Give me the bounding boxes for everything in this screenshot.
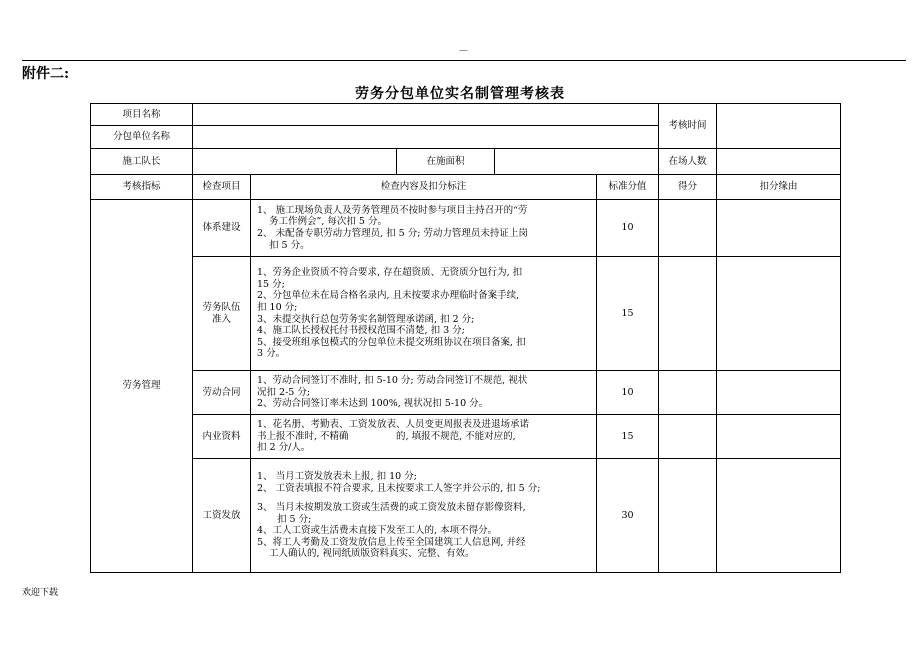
category-cell: 劳务管理 [91, 200, 193, 573]
score-field[interactable] [659, 415, 717, 459]
standard-score: 15 [597, 415, 659, 459]
project-name-field[interactable] [193, 104, 659, 126]
check-item: 劳务队伍 准入 [193, 257, 251, 371]
standard-score: 30 [597, 459, 659, 573]
col-header-indicator: 考核指标 [91, 175, 193, 200]
col-header-item: 检查项目 [193, 175, 251, 200]
standard-score: 10 [597, 371, 659, 415]
page-title: 劳务分包单位实名制管理考核表 [355, 86, 565, 102]
check-content: 1、劳务企业资质不符合要求, 存在超资质、无资质分包行为, 扣 15 分; 2、分包单位未在局合格名录内, 且未按要求办理临时备案手续, 扣 10 分; 3、未提交执行总包劳务实名制管理承诺函, 扣 2 分; 4、施工队长授权托付书授权范围不清楚, 扣 3 分; 5、接受班组承包模式的分包单位未提交班组协议在项目备案, 扣 3 分。 [251, 257, 597, 371]
check-content: 1、花名册、考勤表、工资发放表、人员变更周报表及进退场承诺 书上报不准时, 不精确 的, 填报不规范, 不能对应的, 扣 2 分/人。 [251, 415, 597, 459]
area-field[interactable] [495, 149, 659, 175]
area-label: 在施面积 [397, 149, 495, 175]
team-leader-field[interactable] [193, 149, 397, 175]
page-header-mark: — [459, 46, 468, 56]
reason-field[interactable] [717, 459, 841, 573]
score-field[interactable] [659, 257, 717, 371]
header-divider [22, 60, 906, 61]
col-header-score: 得分 [659, 175, 717, 200]
attachment-label: 附件二: [22, 66, 70, 82]
reason-field[interactable] [717, 371, 841, 415]
check-content: 1、劳动合同签订不准时, 扣 5-10 分; 劳动合同签订不规范, 视状 况扣 2-5 分; 2、劳动合同签订率未达到 100%, 视状况扣 5-10 分。 [251, 371, 597, 415]
subcontractor-label: 分包单位名称 [91, 126, 193, 149]
reason-field[interactable] [717, 257, 841, 371]
assessment-table [90, 103, 841, 573]
table-row [91, 415, 841, 459]
col-header-content: 检查内容及扣分标注 [251, 175, 597, 200]
reason-field[interactable] [717, 200, 841, 257]
check-item: 劳动合同 [193, 371, 251, 415]
check-item: 内业资料 [193, 415, 251, 459]
col-header-standard: 标准分值 [597, 175, 659, 200]
workers-field[interactable] [717, 149, 841, 175]
reason-field[interactable] [717, 415, 841, 459]
table-row [91, 257, 841, 371]
check-time-field[interactable] [717, 104, 841, 149]
project-name-label: 项目名称 [91, 104, 193, 126]
workers-label: 在场人数 [659, 149, 717, 175]
team-leader-label: 施工队长 [91, 149, 193, 175]
standard-score: 15 [597, 257, 659, 371]
table-row [91, 200, 841, 257]
check-content: 1、 当月工资发放表未上报, 扣 10 分; 2、 工资表填报不符合要求, 且未按要求工人签字并公示的, 扣 5 分; 3、 当月未按期发放工资或生活费的或工资发放未留存影像资料, 扣 5 分; 4、工人工资或生活费未直接下发至工人的, 本项不得分。 5、将工人考勤及工资发放信息上传至全国建筑工人信息网, 并经 工人确认的, 视同纸质版资料真实、完整、有效。 [251, 459, 597, 573]
subcontractor-field[interactable] [193, 126, 659, 149]
check-item: 工资发放 [193, 459, 251, 573]
check-item: 体系建设 [193, 200, 251, 257]
check-content: 1、 施工现场负责人及劳务管理员不按时参与项目主持召开的“劳 务工作例会”, 每次扣 5 分。 2、 未配备专职劳动力管理员, 扣 5 分; 劳动力管理员未持证上岗 扣 5 分。 [251, 200, 597, 257]
score-field[interactable] [659, 459, 717, 573]
col-header-reason: 扣分缘由 [717, 175, 841, 200]
table-row [91, 459, 841, 573]
score-field[interactable] [659, 371, 717, 415]
table-row [91, 371, 841, 415]
score-field[interactable] [659, 200, 717, 257]
page-footer: 欢迎下载 [22, 588, 59, 598]
standard-score: 10 [597, 200, 659, 257]
check-time-label: 考核时间 [659, 104, 717, 149]
